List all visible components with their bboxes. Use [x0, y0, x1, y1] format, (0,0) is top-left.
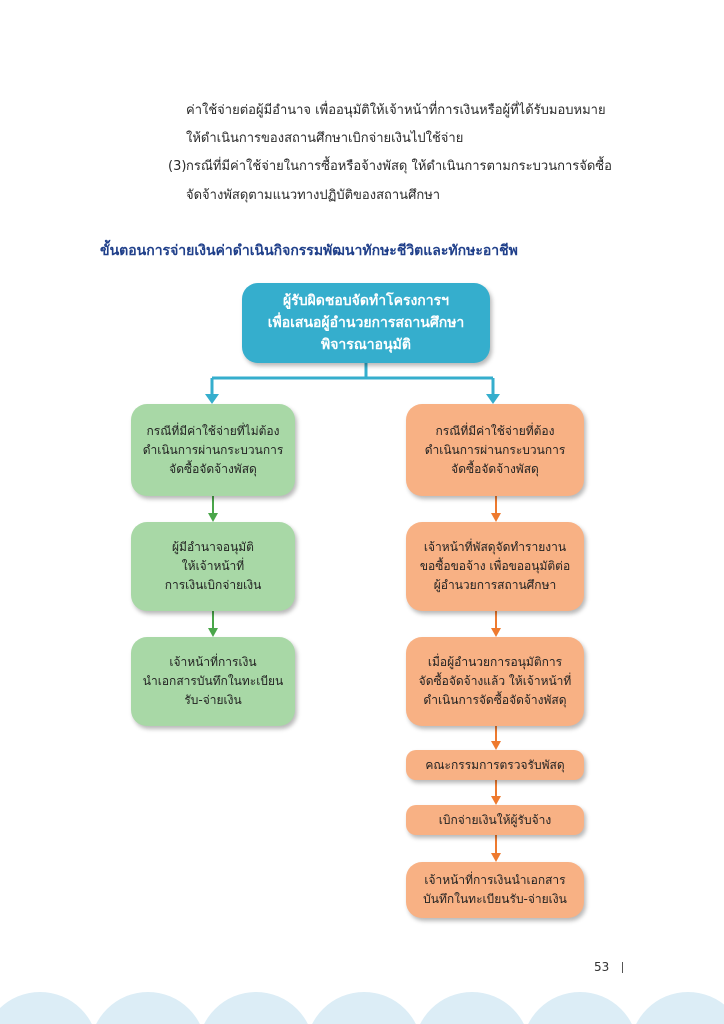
right-step-2-line-3: ผู้อำนวยการสถานศึกษา — [433, 578, 557, 592]
left-step-3-line-2: นำเอกสารบันทึกในทะเบียน — [142, 674, 284, 688]
left-step-2-line-1: ผู้มีอำนาจอนุมัติ — [172, 540, 254, 554]
footer-wave-1 — [0, 992, 98, 1024]
right-step-3-line-1: เมื่อผู้อำนวยการอนุมัติการ — [427, 655, 563, 669]
footer-wave-6 — [522, 992, 638, 1024]
right-step-5-line-1: เบิกจ่ายเงินให้ผู้รับจ้าง — [438, 813, 552, 827]
right-step-5-box — [406, 805, 584, 835]
left-step-2-line-3: การเงินเบิกจ่ายเงิน — [164, 578, 262, 592]
left-step-2-line-2: ให้เจ้าหน้าที่ — [181, 559, 245, 573]
footer-wave-4 — [306, 992, 422, 1024]
left-step-3-line-3: รับ-จ่ายเงิน — [184, 693, 242, 707]
paragraph-item3-line-1: กรณีที่มีค่าใช้จ่ายในการซื้อหรือจ้างพัสดุ ให้ดำเนินการตามกระบวนการจัดซื้อ — [186, 159, 612, 174]
right-step-3-line-2: จัดซื้อจัดจ้างแล้ว ให้เจ้าหน้าที่ — [418, 674, 572, 688]
top-left-arrow-head — [205, 394, 219, 404]
left-step-1-line-1: กรณีที่มีค่าใช้จ่ายที่ไม่ต้อง — [146, 423, 280, 438]
paragraph-line-2: ให้ดำเนินการของสถานศึกษาเบิกจ่ายเงินไปใช้จ่าย — [186, 131, 464, 146]
flow-start-line-3: พิจารณาอนุมัติ — [321, 337, 411, 353]
section-heading: ขั้นตอนการจ่ายเงินค่าดำเนินกิจกรรมพัฒนาทักษะชีวิตและทักษะอาชีพ — [100, 243, 518, 259]
footer-wave-2 — [90, 992, 206, 1024]
left-step-3-box — [131, 637, 295, 726]
right-arrow-5-head — [491, 853, 501, 862]
left-step-1-line-3: จัดซื้อจัดจ้างพัสดุ — [169, 461, 257, 476]
right-step-1-box — [406, 404, 584, 496]
paragraph-line-1: ค่าใช้จ่ายต่อผู้มีอำนาจ เพื่ออนุมัติให้เจ้าหน้าที่การเงินหรือผู้ที่ได้รับมอบหมาย — [186, 103, 606, 118]
right-step-6-box — [406, 862, 584, 918]
left-arrow-2-head — [208, 628, 218, 637]
paragraph-item3-line-2: จัดจ้างพัสดุตามแนวทางปฏิบัติของสถานศึกษา — [186, 188, 441, 203]
footer-wave-decoration — [0, 990, 724, 1024]
left-arrow-1-head — [208, 513, 218, 522]
left-step-1-line-2: ดำเนินการผ่านกระบวนการ — [142, 442, 284, 457]
page-number: 53 — [594, 960, 610, 974]
list-item-number: (3) — [168, 159, 187, 174]
right-step-6-line-2: บันทึกในทะเบียนรับ-จ่ายเงิน — [423, 892, 567, 906]
right-arrow-2-head — [491, 628, 501, 637]
right-step-4-box — [406, 750, 584, 780]
flow-start-box — [242, 283, 490, 363]
right-arrow-1-head — [491, 513, 501, 522]
right-step-3-line-3: ดำเนินการจัดซื้อจัดจ้างพัสดุ — [423, 693, 567, 707]
right-step-4-line-1: คณะกรรมการตรวจรับพัสดุ — [425, 758, 565, 772]
right-step-2-line-1: เจ้าหน้าที่พัสดุจัดทำรายงาน — [423, 540, 567, 554]
right-arrow-4-head — [491, 796, 501, 805]
right-step-3-box — [406, 637, 584, 726]
footer-wave-3 — [198, 992, 314, 1024]
flow-start-line-2: เพื่อเสนอผู้อำนวยการสถานศึกษา — [267, 315, 465, 331]
left-step-1-box — [131, 404, 295, 496]
page-number-divider — [622, 962, 623, 973]
right-step-1-line-2: ดำเนินการผ่านกระบวนการ — [424, 442, 566, 457]
right-step-6-line-1: เจ้าหน้าที่การเงินนำเอกสาร — [424, 873, 566, 887]
left-step-3-line-1: เจ้าหน้าที่การเงิน — [169, 655, 257, 669]
footer-wave-5 — [414, 992, 530, 1024]
right-step-2-line-2: ขอซื้อขอจ้าง เพื่อขออนุมัติต่อ — [419, 559, 571, 573]
right-step-1-line-1: กรณีที่มีค่าใช้จ่ายที่ต้อง — [435, 423, 555, 438]
footer-wave-7 — [630, 992, 724, 1024]
right-arrow-3-head — [491, 741, 501, 750]
flow-start-line-1: ผู้รับผิดชอบจัดทำโครงการฯ — [282, 293, 450, 309]
right-step-2-box — [406, 522, 584, 611]
left-step-2-box — [131, 522, 295, 611]
right-step-1-line-3: จัดซื้อจัดจ้างพัสดุ — [451, 461, 539, 476]
top-right-arrow-head — [486, 394, 500, 404]
